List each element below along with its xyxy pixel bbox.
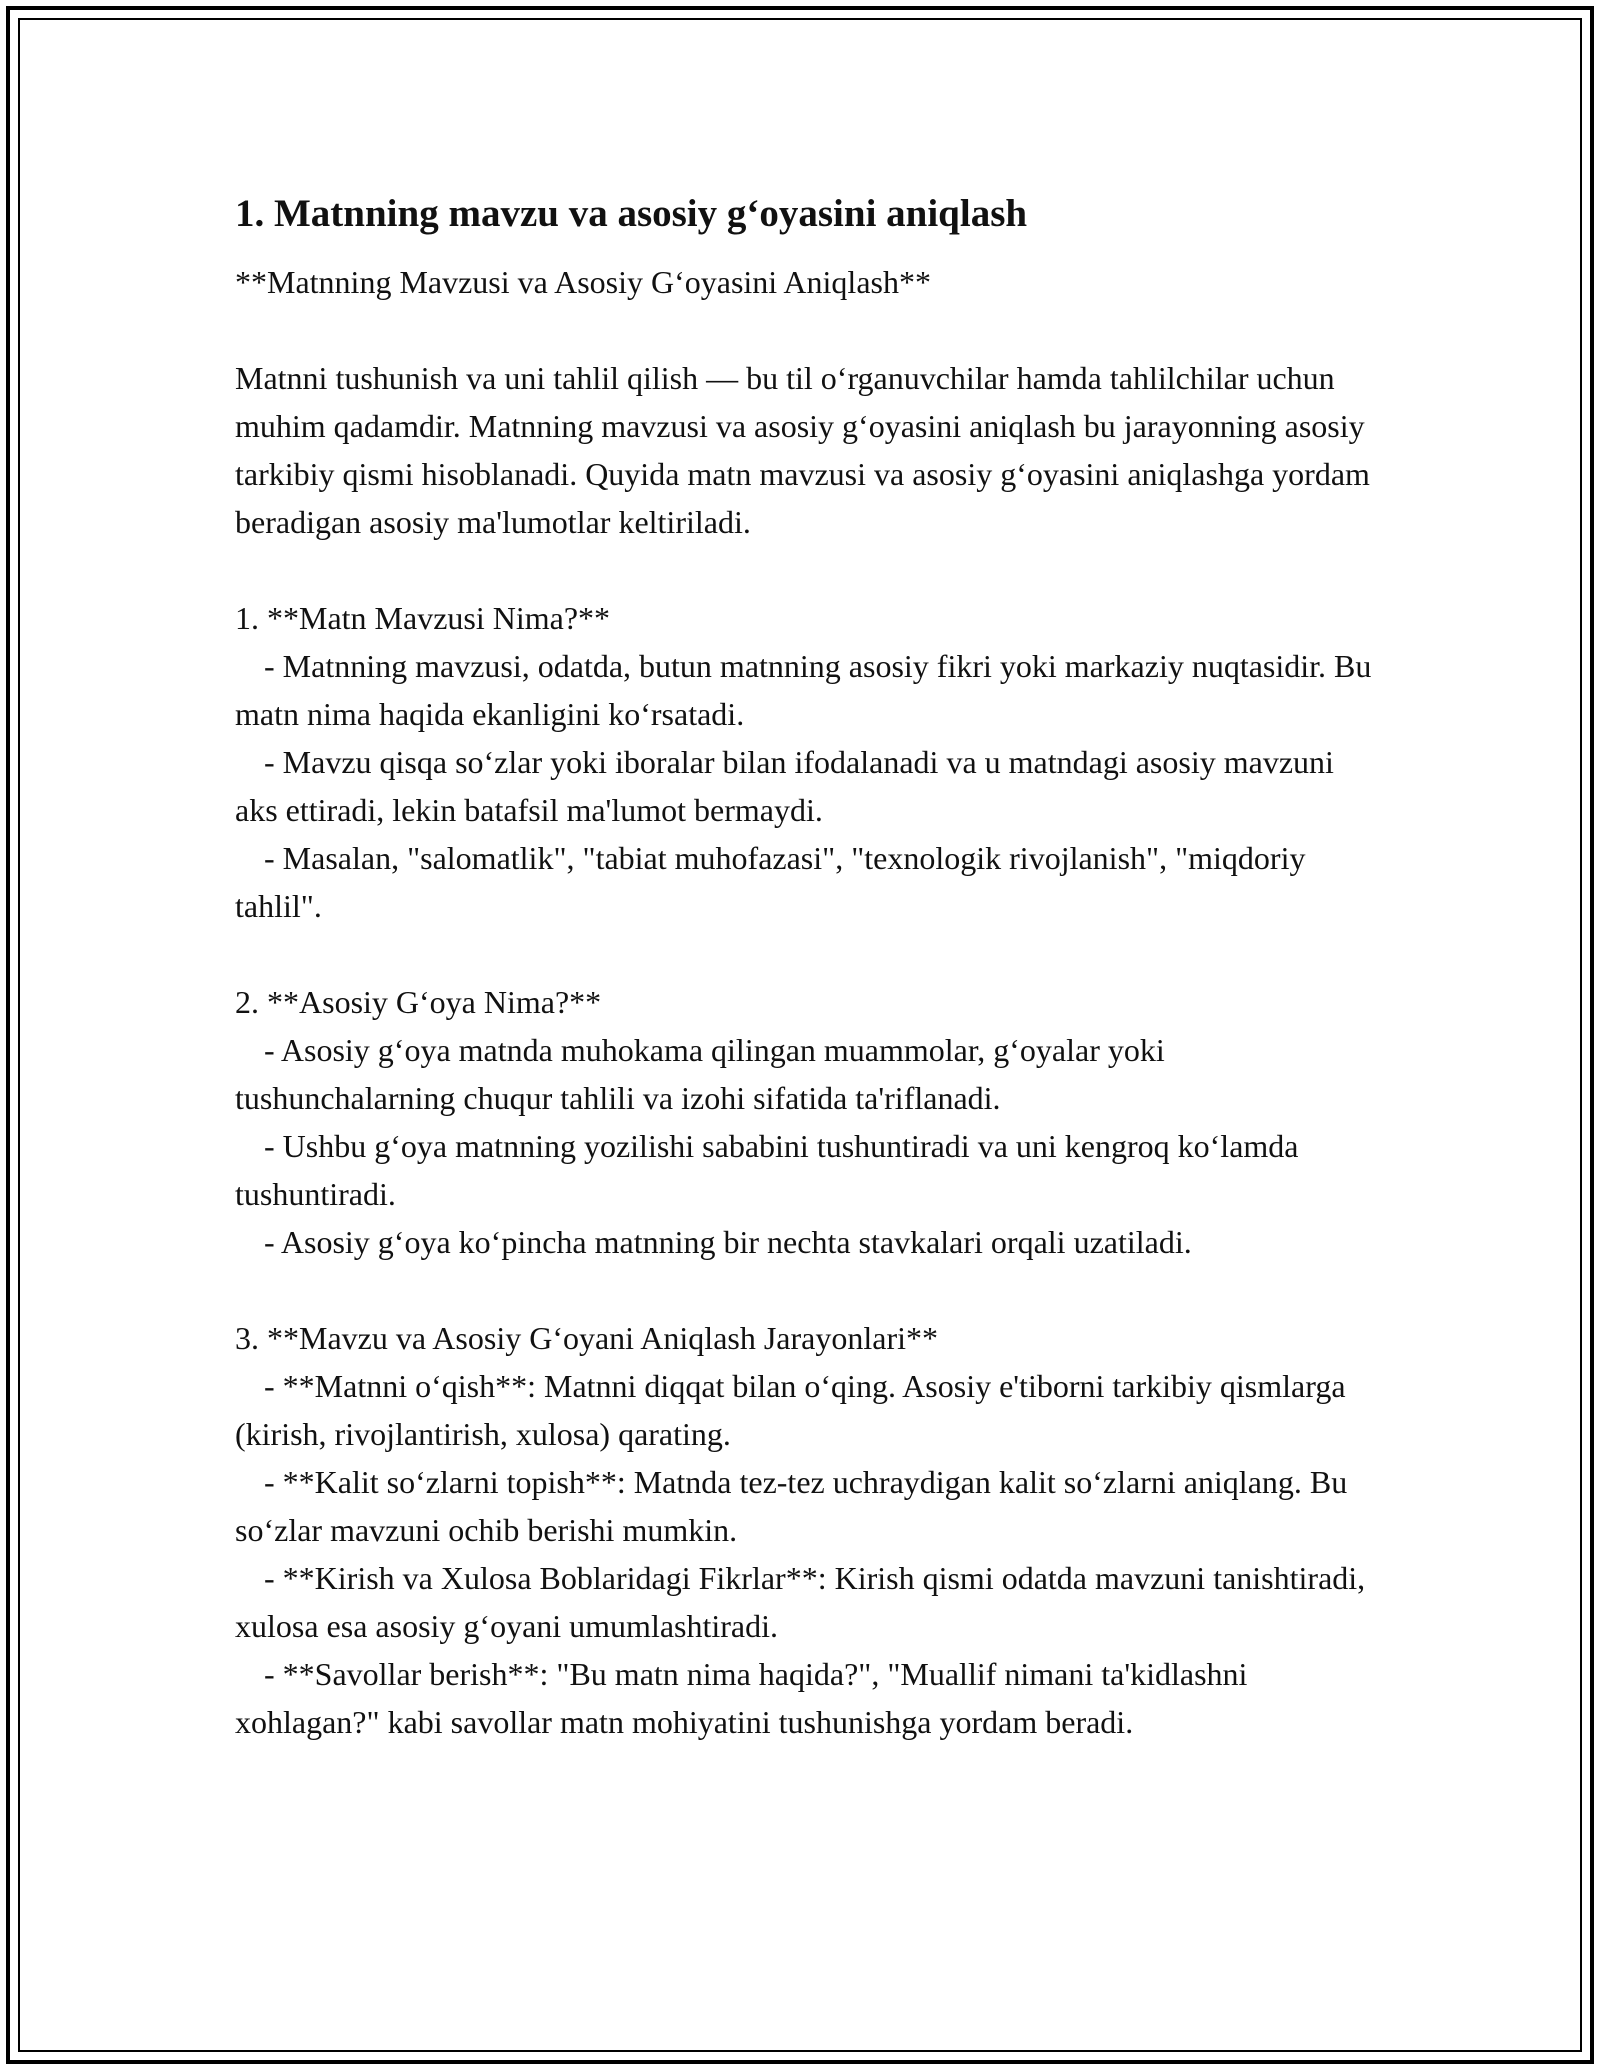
section-1	[235, 594, 1375, 930]
bullet-item: - Matnning mavzusi, odatda, butun matnning asosiy fikri yoki markaziy nuqtasidir. Bu matn nima haqida ekanligini ko‘rsatadi.	[235, 648, 1372, 732]
document-page	[235, 182, 1375, 1746]
paragraph-gap	[235, 1266, 1375, 1314]
paragraph-gap	[235, 930, 1375, 978]
bullet-item: - **Kalit so‘zlarni topish**: Matnda tez-tez uchraydigan kalit so‘zlarni aniqlang. Bu so‘zlar mavzuni ochib berishi mumkin.	[235, 1464, 1348, 1548]
bullet-item: - Ushbu g‘oya matnning yozilishi sababini tushuntiradi va uni kengroq ko‘lamda tushuntiradi.	[235, 1128, 1299, 1212]
paragraph-gap	[235, 306, 1375, 354]
bullet-item: - **Kirish va Xulosa Boblaridagi Fikrlar**: Kirish qismi odatda mavzuni tanishtiradi, xulosa esa asosiy g‘oyani umumlashtiradi.	[235, 1560, 1366, 1644]
bullet-item: - **Savollar berish**: "Bu matn nima haqida?", "Muallif nimani ta'kidlashni xohlagan?" kabi savollar matn mohiyatini tushunishga yordam beradi.	[235, 1656, 1248, 1740]
section-3	[235, 1314, 1375, 1746]
page-title: 1. Matnning mavzu va asosiy g‘oyasini aniqlash	[235, 192, 1028, 235]
bullet-item: - Asosiy g‘oya ko‘pincha matnning bir nechta stavkalari orqali uzatiladi.	[264, 1224, 1192, 1260]
document-subtitle: **Matnning Mavzusi va Asosiy G‘oyasini Aniqlash**	[235, 264, 931, 300]
section-title: 2. **Asosiy G‘oya Nima?**	[235, 984, 602, 1020]
bullet-item: - Mavzu qisqa so‘zlar yoki iboralar bilan ifodalanadi va u matndagi asosiy mavzuni aks ettiradi, lekin batafsil ma'lumot bermaydi.	[235, 744, 1334, 828]
bullet-item: - Masalan, "salomatlik", "tabiat muhofazasi", "texnologik rivojlanish", "miqdoriy tahlil".	[235, 840, 1306, 924]
intro-paragraph: Matnni tushunish va uni tahlil qilish — bu til o‘rganuvchilar hamda tahlilchilar uchun muhim qadamdir. Matnning mavzusi va asosiy g‘oyasini aniqlash bu jarayonning asosiy tarkibiy qismi hisoblanadi. Quyida matn mavzusi va asosiy g‘oyasini aniqlashga yordam beradigan asosiy ma'lumotlar keltiriladi.	[235, 360, 1370, 540]
section-2	[235, 978, 1375, 1266]
section-title: 1. **Matn Mavzusi Nima?**	[235, 600, 611, 636]
bullet-item: - **Matnni o‘qish**: Matnni diqqat bilan o‘qing. Asosiy e'tiborni tarkibiy qismlarga (kirish, rivojlantirish, xulosa) qarating.	[235, 1368, 1346, 1452]
paragraph-gap	[235, 546, 1375, 594]
bullet-item: - Asosiy g‘oya matnda muhokama qilingan muammolar, g‘oyalar yoki tushunchalarning chuqur tahlili va izohi sifatida ta'riflanadi.	[235, 1032, 1165, 1116]
section-title: 3. **Mavzu va Asosiy G‘oyani Aniqlash Jarayonlari**	[235, 1320, 938, 1356]
